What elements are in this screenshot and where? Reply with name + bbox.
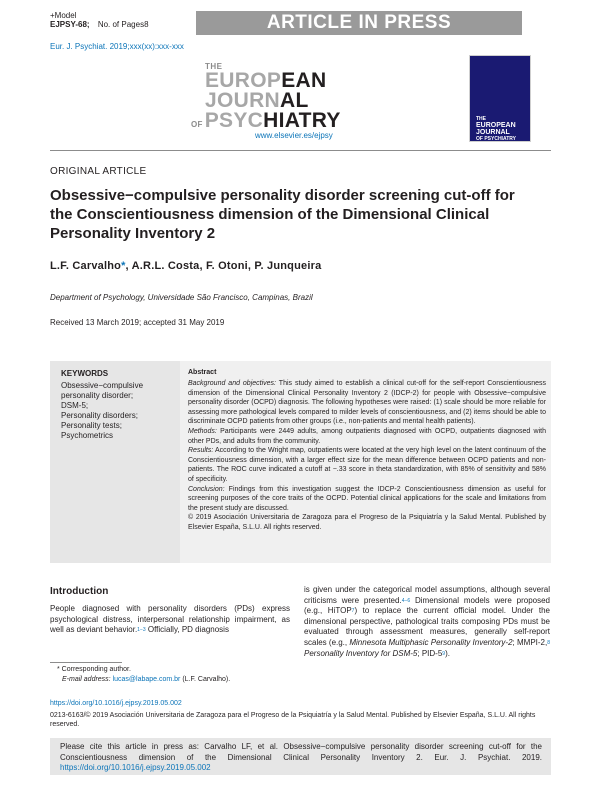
article-in-press-banner: ARTICLE IN PRESS <box>196 11 522 35</box>
abstract-box <box>180 361 551 563</box>
citation-text: Please cite this article in press as: Carvalho LF, et al. Obsessive−compulsive personality disorder screening cut-off for the Conscientiousness dimension of the Dimensional Clinical Personality Inventory 2. Eur. J. Psychiat. 2019. https://doi.org/10.1016/j.ejpsy.2019.05.002 <box>60 742 542 772</box>
abstract-copyright: © 2019 Asociación Universitaria de Zaragoza para el Progreso de la Psiquiatría y la Salud Mental. Published by Elsevier España, S.L.U. All rights reserved. <box>188 514 546 531</box>
first-author[interactable]: L.F. Carvalho <box>50 260 122 272</box>
logo-row-psychiatry: OFPSYCHIATRY <box>191 109 341 132</box>
keyword-item: Psychometrics <box>61 431 114 440</box>
received-accepted-dates: Received 13 March 2019; accepted 31 May 2019 <box>50 318 225 327</box>
model-label: +Model <box>50 11 77 20</box>
keywords-box <box>50 361 180 563</box>
other-authors: , A.R.L. Costa, F. Otoni, P. Junqueira <box>125 260 322 272</box>
abstract-methods: Methods: Participants were 2449 adults, among outpatients diagnosed with OCPD, outpatients diagnosed with other PDs, and adults from the community. <box>188 427 546 445</box>
corresponding-author-note: * Corresponding author. <box>57 666 131 673</box>
cover-journal: JOURNAL <box>476 129 510 136</box>
keywords-title: KEYWORDS <box>61 369 109 378</box>
email-link[interactable]: lucas@labape.com.br <box>112 676 181 683</box>
abstract-background: Background and objectives: This study aimed to establish a clinical cut-off for the self-report Conscientiousness dimension of the Dimensional Clinical Personality Inventory 2 (IDCP-2) for people with Obsessive−compulsive personality disorder (OCPD) diagnosis. The following hypotheses were raised: (1) scale should be more reliable for assessing more pathological levels compared to milder levels of conscientiousness, and (2) items should be able to discriminate OCPD patients from other groups (i.e., non-patients and mental health patients). <box>188 380 547 426</box>
article-type: ORIGINAL ARTICLE <box>50 166 147 177</box>
citation-doi-link[interactable]: https://doi.org/10.1016/j.ejpsy.2019.05.002 <box>60 763 211 772</box>
intro-left-column: People diagnosed with personality disorders (PDs) express psychological distress, interpersonal relationship impairment, as well as deviant behavior.$^{1-3}$ Officially, PD diagnosis <box>50 604 290 635</box>
logo-row-european: EUROPEAN <box>205 69 327 92</box>
citation-ref[interactable]: 4−6 <box>401 597 411 604</box>
cover-the: THE <box>476 116 486 122</box>
journal-citation: Eur. J. Psychiat. 2019;xxx(xx):xxx-xxx <box>50 42 184 51</box>
citation-box <box>50 738 551 775</box>
keywords-list <box>61 381 175 441</box>
manuscript-ref <box>50 20 149 29</box>
keyword-item: Personality disorders; <box>61 411 138 420</box>
logo-the: THE <box>205 62 223 71</box>
author-list <box>50 260 321 272</box>
ref-code: EJPSY-68; <box>50 20 90 29</box>
email-line: E-mail address: lucas@labape.com.br (L.F. Carvalho). <box>62 676 231 683</box>
footnote-divider <box>50 662 122 663</box>
article-title: Obsessive−compulsive personality disorder screening cut-off for the Conscientiousness dimension of the Dimensional Clinical Personality Inventory 2 <box>50 187 515 242</box>
abstract-body <box>188 379 546 533</box>
keyword-item: DSM-5; <box>61 401 89 410</box>
introduction-heading: Introduction <box>50 586 109 597</box>
page-count: No. of Pages8 <box>97 20 149 29</box>
citation-ref[interactable]: 8 <box>547 639 550 646</box>
journal-website-link[interactable]: www.elsevier.es/ejpsy <box>255 131 333 140</box>
logo-row-journal: JOURNAL <box>205 89 309 112</box>
intro-right-column: is given under the categorical model assumptions, although several criticisms were presented.$^{4-6}$ Dimensional models were proposed (e.g., HiTOP$^7$) to replace the current official model. Under the dimensional perspective, pathological traits composing PDs must be evaluated through assessment measures, generally self-report scales (e.g., Minnesota Multiphasic Personality Inventory-2; MMPI-2,$^8$ Personality Inventory for DSM-5; PID-$5^9$). <box>304 585 551 658</box>
issn-copyright: 0213-6163/© 2019 Asociación Universitaria de Zaragoza para el Progreso de la Psiquiatría y la Salud Mental. Published by Elsevier España, S.L.U. All rights reserved. <box>50 712 536 728</box>
keyword-item: Obsessive−compulsive personality disorder; <box>61 381 144 400</box>
citation-ref[interactable]: 9 <box>442 650 446 657</box>
abstract-conclusion: Conclusion: Findings from this investigation suggest the IDCP-2 Conscientiousness dimension as useful for screening purposes of the core traits of the OCPD. Potential clinical applications for the scale and limitations from the present study are discussed. <box>188 485 546 512</box>
keyword-item: Personality tests; <box>61 421 122 430</box>
affiliation: Department of Psychology, Universidade São Francisco, Campinas, Brazil <box>50 293 313 302</box>
journal-cover-image <box>469 55 531 142</box>
header-divider <box>50 150 551 151</box>
cover-psychiatry: OF PSYCHIATRY <box>476 136 517 142</box>
journal-logo <box>191 62 341 135</box>
citation-ref[interactable]: 7 <box>351 608 355 615</box>
abstract-title: Abstract <box>188 369 217 376</box>
cover-european: EUROPEAN <box>476 122 516 129</box>
abstract-results: Results: According to the Wright map, outpatients were located at the very high level on the latent continuum of the Conscientiousness dimension, with a larger effect size for the mean difference between OCPD patients and non-patients. The ROC curve indicated a cutoff at −.33 score in theta standardization, with 85% of sensitivity and 58% of specificity. <box>188 447 546 483</box>
citation-ref[interactable]: 1−3 <box>137 627 146 634</box>
corresponding-mark[interactable]: * <box>121 260 126 272</box>
doi-link[interactable]: https://doi.org/10.1016/j.ejpsy.2019.05.002 <box>50 700 182 707</box>
